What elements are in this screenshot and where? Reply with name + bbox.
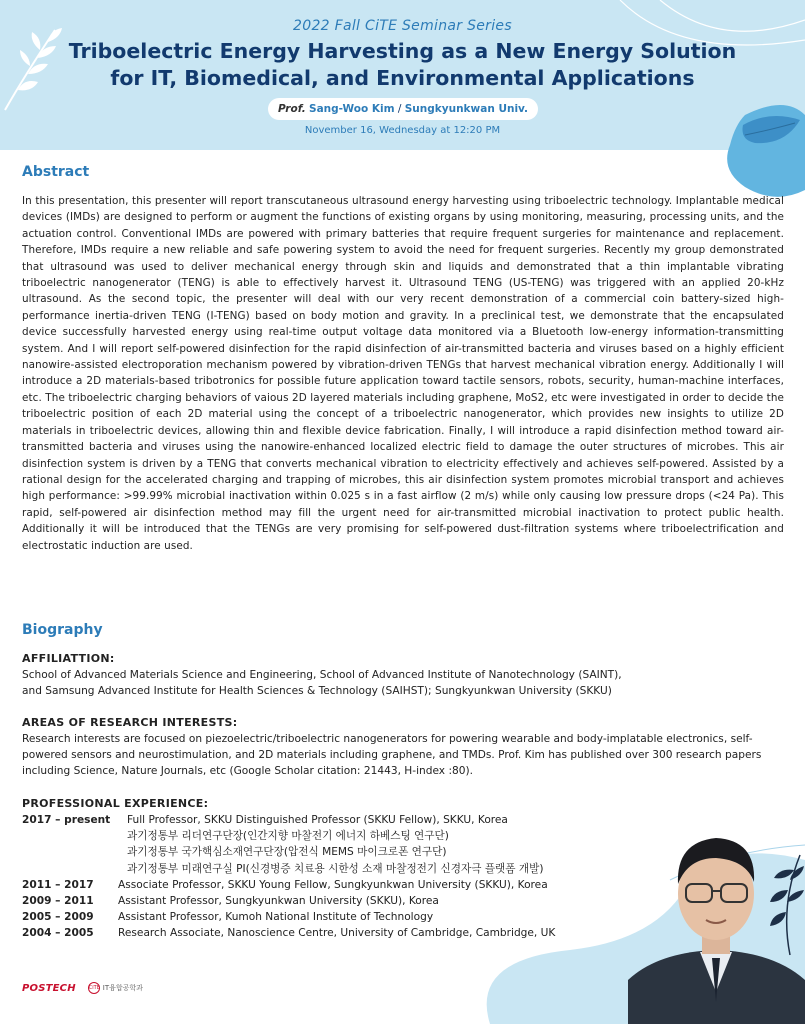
speaker-separator: / bbox=[394, 103, 405, 115]
dept-logo bbox=[88, 982, 143, 994]
speaker-prefix: Prof. bbox=[277, 103, 306, 115]
affiliation-line-2: and Samsung Advanced Institute for Health Sciences & Technology (SAIHST); Sungkyunkwan University (SKKU) bbox=[22, 685, 612, 697]
experience-years: 2017 – present bbox=[22, 814, 111, 826]
experience-row bbox=[22, 812, 642, 828]
experience-years: 2005 – 2009 bbox=[22, 911, 94, 924]
affiliation-line-1: School of Advanced Materials Science and Engineering, School of Advanced Institute of Nanotechnology (SAINT), bbox=[22, 669, 622, 681]
abstract-text: In this presentation, this presenter will report transcutaneous ultrasound energy harvesting using triboelectric technology. Implantable medical devices (IMDs) are designed to perform or augment the functions of existing organs by using monitoring, measuring, processing units, and the actuation control. Conventional IMDs are powered with primary batteries that require frequent surgeries for maintenance and replacement. Therefore, IMDs require a new reliable and safe powering system to avoid the need for frequent surgeries. Recently my group demonstrated that ultrasound was used to deliver mechanical energy through skin and liquids and demonstrated that a thin implantable vibrating triboelectric nanogenerator (TENG) is able to effectively harvest it. Ultrasound TENG (US-TENG) was triggered with an applied 20-kHz ultrasound. As the second topic, the presenter will deal with our very recent demonstration of a commercial coin battery-sized high-performance inertia-driven TENG (I-TENG) based on body motion and gravity. In a preclinical test, we demonstrate that the encapsulated device successfully harvested energy using real-time output voltage data monitored via a Bluetooth low-energy information-transmitting system. And I will report self-powered disinfection for the rapid disinfection of air-transmitted bacteria and viruses based on a highly efficient nanowire-assisted electroporation mechanism powered by vibration-driven TENGs that harvest mechanical vibration energy. Additionally I will introduce a 2D materials-based tribotronics for possible future application toward tactile sensors, robots, security, human-machine interfaces, etc. The triboelectric charging behaviors of vaious 2D layered materials including graphene, MoS2, etc were investigated in order to decide the triboelectric position of each 2D material using the concept of a triboelectric nanogenerator, which provides new insights to utilize 2D materials in triboelectric devices, allowing thin and flexible device fabrication. Finally, I will introduce a rapid disinfection method toward air-transmitted bacteria and viruses using the nanowire-enhanced localized electric field to damage the outer structures of microbes. This air disinfection system is driven by a TENG that converts mechanical vibration to electricity effectively and achieves self-powered. Assisted by a rational design for the accelerated charging and trapping of microbes, this air disinfection system promotes microbial transport and achieves high performance: >99.99% microbial inactivation within 0.025 s in a fast airflow (2 m/s) while only causing low pressure drops (<24 Pa). This rapid, self-powered air disinfection method may fill the urgent need for air-transmitted microbial inactivation to protect public health. Additionally it will be introduced that the TENGs are very promising for self-powered dust-filtration systems where triboelectrification and electrostatic induction are used. bbox=[22, 195, 784, 552]
speaker-badge bbox=[268, 98, 538, 120]
speaker-affiliation: Sungkyunkwan Univ. bbox=[404, 103, 529, 115]
affiliation-heading: AFFILIATTION: bbox=[22, 652, 115, 665]
experience-desc: Associate Professor, SKKU Young Fellow, Sungkyunkwan University (SKKU), Korea bbox=[118, 878, 548, 891]
experience-sub-item: 과기정통부 미래연구실 PI(신경병증 치료용 시한성 소재 마찰정전기 신경자극 플랫폼 개발) bbox=[127, 862, 544, 875]
page-title bbox=[40, 38, 765, 92]
seminar-series-label: 2022 Fall CiTE Seminar Series bbox=[293, 18, 512, 34]
speaker-name: Sang-Woo Kim bbox=[309, 103, 395, 115]
experience-years: 2004 – 2005 bbox=[22, 927, 94, 940]
experience-desc: Research Associate, Nanoscience Centre, University of Cambridge, Cambridge, UK bbox=[118, 927, 556, 940]
experience-desc: Assistant Professor, Sungkyunkwan University (SKKU), Korea bbox=[118, 894, 439, 907]
title-line-2: for IT, Biomedical, and Environmental Applications bbox=[110, 66, 695, 90]
experience-sub-item: 과기정통부 국가핵심소재연구단장(압전식 MEMS 마이크로폰 연구단) bbox=[127, 846, 447, 859]
title-line-1: Triboelectric Energy Harvesting as a New Energy Solution bbox=[68, 39, 737, 63]
experience-heading: PROFESSIONAL EXPERIENCE: bbox=[22, 797, 209, 810]
footer-logos bbox=[22, 978, 143, 998]
dept-logo-text: IT융합공학과 bbox=[102, 984, 143, 992]
experience-years: 2009 – 2011 bbox=[22, 894, 94, 907]
experience-sub-item: 과기정통부 리더연구단장(인간지향 마찰전기 에너지 하베스팅 연구단) bbox=[127, 830, 449, 843]
speaker-photo bbox=[628, 812, 805, 1024]
research-text: Research interests are focused on piezoelectric/triboelectric nanogenerators for powering wearable and body-implatable electronics, self-powered sensors and neurostimulation, and 2D materials including graphene, and TMDs. Prof. Kim has published over 300 research papers including Science, Nature Journals, etc (Google Scholar citation: 21443, H-index :80). bbox=[22, 733, 762, 777]
abstract-heading: Abstract bbox=[22, 164, 90, 180]
research-heading: AREAS OF RESEARCH INTERESTS: bbox=[22, 716, 238, 729]
affiliation-text bbox=[22, 667, 787, 699]
experience-years: 2011 – 2017 bbox=[22, 878, 94, 891]
experience-desc: Full Professor, SKKU Distinguished Professor (SKKU Fellow), SKKU, Korea bbox=[127, 814, 508, 826]
blob-leaf-icon bbox=[715, 95, 805, 200]
experience-desc: Assistant Professor, Kumoh National Institute of Technology bbox=[118, 911, 434, 924]
cite-logo-icon: CiTE bbox=[88, 982, 100, 994]
seminar-date: November 16, Wednesday at 12:20 PM bbox=[304, 125, 501, 136]
postech-logo: POSTECH bbox=[22, 982, 76, 994]
biography-heading: Biography bbox=[22, 622, 103, 638]
